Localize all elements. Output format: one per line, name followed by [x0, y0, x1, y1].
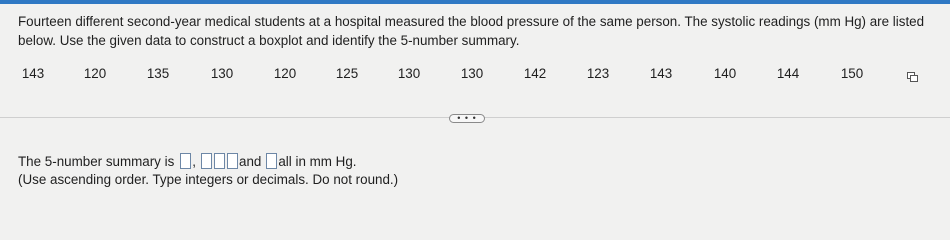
q3-input[interactable]: [227, 153, 238, 169]
reading-value: 150: [840, 66, 864, 81]
answer-line: [18, 151, 357, 171]
reading-value: 130: [460, 66, 484, 81]
maximum-input[interactable]: [266, 153, 277, 169]
answer-suffix: all in mm Hg.: [278, 153, 357, 169]
q1-input[interactable]: [201, 153, 212, 169]
copy-data-icon[interactable]: [907, 69, 918, 79]
reading-value: 143: [21, 66, 45, 81]
reading-value: 123: [586, 66, 610, 81]
answer-comma: ,: [192, 153, 197, 169]
reading-value: 143: [649, 66, 673, 81]
reading-value: 125: [335, 66, 359, 81]
reading-value: 120: [273, 66, 297, 81]
median-input[interactable]: [214, 153, 225, 169]
reading-value: 130: [210, 66, 234, 81]
answer-hint: (Use ascending order. Type integers or decimals. Do not round.): [18, 172, 399, 187]
answer-prefix: The 5-number summary is: [18, 153, 175, 169]
reading-value: 144: [776, 66, 800, 81]
minimum-input[interactable]: [180, 153, 191, 169]
answer-and: and: [239, 153, 262, 169]
reading-value: 120: [83, 66, 107, 81]
readings-row: [0, 66, 950, 86]
reading-value: 135: [146, 66, 170, 81]
expand-more-button[interactable]: • • •: [449, 114, 485, 123]
reading-value: 130: [397, 66, 421, 81]
reading-value: 140: [713, 66, 737, 81]
reading-value: 142: [523, 66, 547, 81]
top-accent-bar: [0, 0, 950, 4]
problem-statement: Fourteen different second-year medical students at a hospital measured the blood pressure of the same person. The systolic readings (mm Hg) are listed below. Use the given data to construct a boxplot and identify the 5-number summary.: [18, 14, 925, 48]
